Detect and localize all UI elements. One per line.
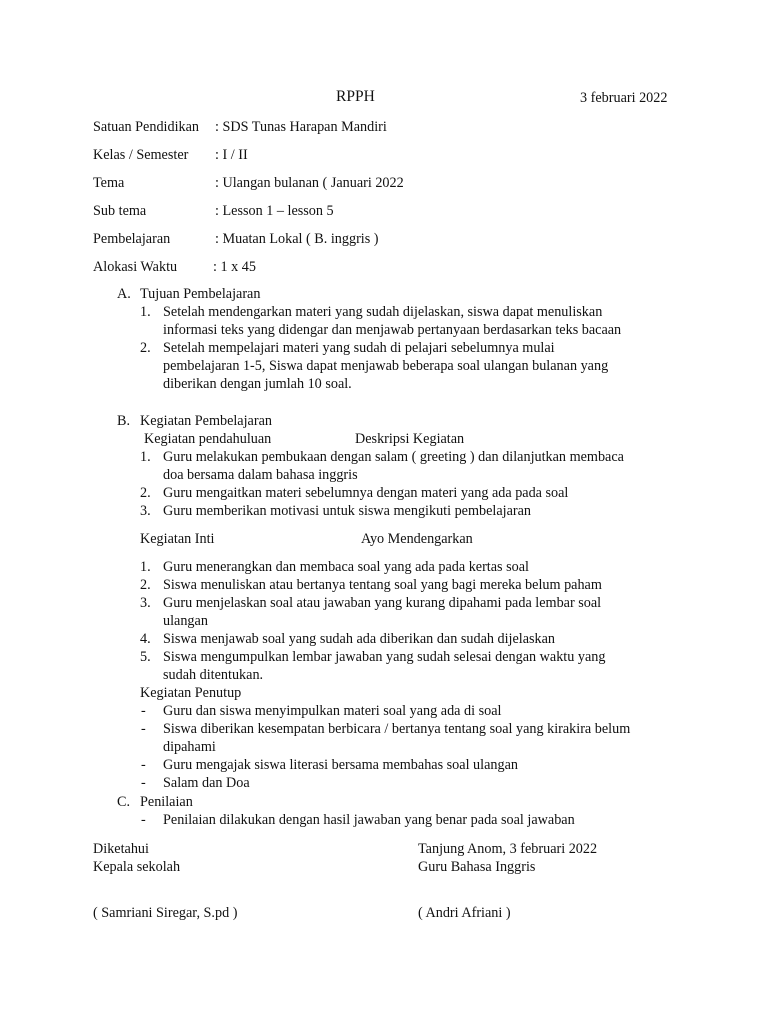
section-a-heading: Tujuan Pembelajaran [140,286,261,302]
sign-left-line1: Diketahui [93,841,149,857]
list-item-line: Guru menjelaskan soal atau jawaban yang kurang dipahami pada lembar soal [163,595,602,611]
sign-right-line2: Guru Bahasa Inggris [418,859,536,875]
alokasi-value: : 1 x 45 [213,259,256,275]
sign-right-name: ( Andri Afriani ) [418,905,511,921]
subtema-label: Sub tema [93,203,147,219]
tema-label: Tema [93,175,125,191]
section-b-marker: B. [117,413,131,429]
list-dash: - [141,812,146,828]
pembelajaran-label: Pembelajaran [93,231,171,247]
list-item-line: Guru dan siswa menyimpulkan materi soal yang ada di soal [163,703,502,719]
satuan-label: Satuan Pendidikan [93,119,199,135]
list-item-line: Setelah mempelajari materi yang sudah di pelajari sebelumnya mulai [163,340,555,356]
list-item-line: sudah ditentukan. [163,667,264,683]
list-item-line: diberikan dengan jumlah 10 soal. [163,376,352,392]
pendahuluan-label: Kegiatan pendahuluan [144,431,272,447]
list-item-line: informasi teks yang didengar dan menjawab pertanyaan berdasarkan teks bacaan [163,322,622,338]
list-item-line: Siswa menjawab soal yang sudah ada diberikan dan sudah dijelaskan [163,631,556,647]
page-title: RPPH [336,88,375,105]
list-item-line: Siswa diberikan kesempatan berbicara / bertanya tentang soal yang kirakira belum [163,721,631,737]
list-item-line: Guru menerangkan dan membaca soal yang ada pada kertas soal [163,559,529,575]
list-item-line: pembelajaran 1-5, Siswa dapat menjawab beberapa soal ulangan bulanan yang [163,358,609,374]
kelas-value: : I / II [215,147,248,163]
list-number: 4. [140,631,151,647]
list-item-line: dipahami [163,739,216,755]
list-number: 3. [140,503,151,519]
list-number: 2. [140,340,151,356]
list-number: 1. [140,449,151,465]
list-dash: - [141,757,146,773]
section-c-heading: Penilaian [140,794,193,810]
list-item-line: Salam dan Doa [163,775,250,791]
list-number: 5. [140,649,151,665]
satuan-value: : SDS Tunas Harapan Mandiri [215,119,387,135]
sign-left-name: ( Samriani Siregar, S.pd ) [93,905,238,921]
alokasi-label: Alokasi Waktu [93,259,178,275]
list-item-line: doa bersama dalam bahasa inggris [163,467,358,483]
list-dash: - [141,721,146,737]
list-dash: - [141,775,146,791]
list-dash: - [141,703,146,719]
list-number: 3. [140,595,151,611]
list-item-line: Guru melakukan pembukaan dengan salam ( greeting ) dan dilanjutkan membaca [163,449,624,465]
header-date: 3 februari 2022 [580,90,668,106]
list-item-line: Siswa menuliskan atau bertanya tentang soal yang bagi mereka belum paham [163,577,602,593]
list-item-line: Guru memberikan motivasi untuk siswa mengikuti pembelajaran [163,503,532,519]
list-item-line: Siswa mengumpulkan lembar jawaban yang sudah selesai dengan waktu yang [163,649,606,665]
sign-right-line1: Tanjung Anom, 3 februari 2022 [418,841,598,857]
list-item-line: Guru mengaitkan materi sebelumnya dengan materi yang ada pada soal [163,485,569,501]
sign-left-line2: Kepala sekolah [93,859,181,875]
section-c-marker: C. [117,794,131,810]
list-number: 1. [140,559,151,575]
subtema-value: : Lesson 1 – lesson 5 [215,203,334,219]
pembelajaran-value: : Muatan Lokal ( B. inggris ) [215,231,379,247]
section-b-heading: Kegiatan Pembelajaran [140,413,272,429]
list-item-line: Setelah mendengarkan materi yang sudah dijelaskan, siswa dapat menuliskan [163,304,603,320]
list-number: 2. [140,577,151,593]
tema-value: : Ulangan bulanan ( Januari 2022 [215,175,404,191]
list-number: 2. [140,485,151,501]
deskripsi-label: Deskripsi Kegiatan [355,431,465,447]
list-item-line: Penilaian dilakukan dengan hasil jawaban yang benar pada soal jawaban [163,812,575,828]
inti-label: Kegiatan Inti [140,531,215,547]
list-item-line: ulangan [163,613,208,629]
inti-sub: Ayo Mendengarkan [361,531,473,547]
kelas-label: Kelas / Semester [93,147,189,163]
section-a-marker: A. [117,286,131,302]
list-number: 1. [140,304,151,320]
penutup-label: Kegiatan Penutup [140,685,242,701]
list-item-line: Guru mengajak siswa literasi bersama membahas soal ulangan [163,757,518,773]
